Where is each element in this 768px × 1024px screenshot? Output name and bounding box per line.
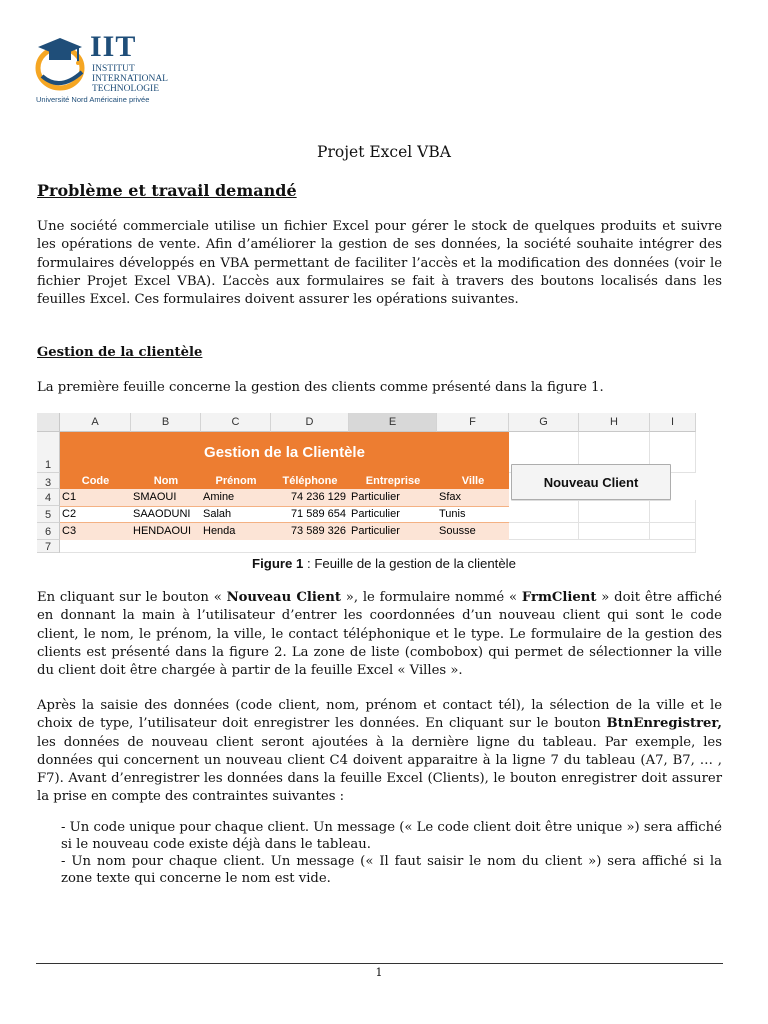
cell-code: C2 xyxy=(62,508,77,520)
saisie-paragraph xyxy=(37,697,722,807)
row-header-7: 7 xyxy=(37,540,60,553)
grid-cell xyxy=(650,500,696,523)
constraint-bullet-unique-code: - Un code unique pour chaque client. Un message (« Le code client doit être unique ») sera affiché si le nouveau code existe déjà dans le tableau. xyxy=(61,820,722,852)
logo-line-3: TECHNOLOGIE xyxy=(92,84,160,94)
figure-caption xyxy=(0,556,768,571)
row-header-4: 4 xyxy=(37,489,60,506)
column-header-a: A xyxy=(60,413,131,432)
intro-paragraph: Une société commerciale utilise un fichier Excel pour gérer le stock de quelques produits et suivre les opérations de vente. Afin d’améliorer la gestion de ses données, la société souhaite intégrer des formulaires développés en VBA permettant de faciliter l’accès et la modification des données (voir le fichier Projet Excel VBA). L’accès aux formulaires se fait à travers des boutons localisés dans les feuilles Excel. Ces formulaires doivent assurer les opérations suivantes. xyxy=(37,219,722,308)
cell-entreprise: Particulier xyxy=(351,525,400,537)
text-run: les données de nouveau client seront ajoutées à la dernière ligne du tableau. Par exemple, les données qui concernent un nouveau client C4 doivent apparaitre à la ligne 7 du tableau (A7, B7, … , F7). Avant d’enregistrer les données dans la feuille Excel (Clients), le bouton enregistrer doit assurer la prise en compte des contraintes suivantes : xyxy=(37,734,722,805)
table-header-nom: Nom xyxy=(131,473,201,489)
grid-cell xyxy=(650,523,696,540)
row-header-5: 5 xyxy=(37,506,60,523)
bold-term: FrmClient xyxy=(521,590,597,605)
cell-ville: Tunis xyxy=(439,508,466,520)
excel-sheet-figure xyxy=(37,413,696,553)
cell-telephone: 74 236 129 xyxy=(290,491,346,503)
logo-tagline: Université Nord Américaine privée xyxy=(36,95,150,104)
row-header-6: 6 xyxy=(37,523,60,540)
grid-cell xyxy=(509,523,579,540)
logo-line-2: INTERNATIONAL xyxy=(92,74,168,84)
table-header-ville: Ville xyxy=(437,473,509,489)
logo-name: IIT xyxy=(90,30,137,63)
grid-cell xyxy=(579,500,650,523)
cell-nom: SAAODUNI xyxy=(133,508,191,520)
table-header-code: Code xyxy=(60,473,131,489)
graduation-cap-globe-icon xyxy=(34,30,92,94)
text-run: En cliquant sur le bouton « xyxy=(37,590,227,605)
text-run: » doit être affiché en donnant la main à l’utilisateur d’entrer les coordonnées d’un nouveau client qui sont le code client, le nom, le prénom, la ville, le contact téléphonique et le type. Le formulaire de la gestion des clients est présenté dans la figure 2. La zone de liste (combobox) qui permet de sélectionner la ville du client doit être chargée à partir de la feuille Excel « Villes ». xyxy=(37,590,722,679)
table-header-telephone: Téléphone xyxy=(271,473,349,489)
figure-caption-text: : Feuille de la gestion de la clientèle xyxy=(303,556,516,571)
cell-ville: Sousse xyxy=(439,525,476,537)
document-title: Projet Excel VBA xyxy=(317,143,451,161)
constraint-bullet-name-required: - Un nom pour chaque client. Un message (« Il faut saisir le nom du client ») sera affiché si la zone texte qui concerne le nom est vide. xyxy=(61,854,722,886)
cell-nom: HENDAOUI xyxy=(133,525,192,537)
cell-code: C1 xyxy=(62,491,77,503)
cell-nom: SMAOUI xyxy=(133,491,177,503)
column-header-c: C xyxy=(201,413,271,432)
column-header-i: I xyxy=(650,413,696,432)
column-header-d: D xyxy=(271,413,349,432)
sub-heading: Gestion de la clientèle xyxy=(37,345,203,360)
row-header-1: 1 xyxy=(37,432,60,473)
cell-prenom: Henda xyxy=(203,525,236,537)
text-run: », le formulaire nommé « xyxy=(340,590,522,605)
bold-term: BtnEnregistrer, xyxy=(606,716,722,732)
sheet-title: Gestion de la Clientèle xyxy=(60,432,509,473)
column-header-g: G xyxy=(509,413,579,432)
logo-line-1: INSTITUT xyxy=(92,64,135,74)
cell-telephone: 71 589 654 xyxy=(290,508,346,520)
cell-entreprise: Particulier xyxy=(351,508,400,520)
cell-ville: Sfax xyxy=(439,491,462,503)
bold-term: Nouveau Client xyxy=(226,590,341,605)
cell-prenom: Salah xyxy=(203,508,232,520)
row-header-3: 3 xyxy=(37,473,60,489)
text-run: Après la saisie des données (code client, nom, prénom et contact tél), la sélection de la ville et le choix de type, l’utilisateur doit enregistrer les données. En cliquant sur le bouton xyxy=(37,698,722,732)
figure-caption-label: Figure 1 xyxy=(252,556,304,571)
nouveau-client-paragraph xyxy=(37,589,722,680)
sheet-corner xyxy=(37,413,60,432)
table-header-entreprise: Entreprise xyxy=(349,473,437,489)
grid-cell xyxy=(579,523,650,540)
column-header-e: E xyxy=(349,413,437,432)
page-number: 1 xyxy=(375,966,383,979)
nouveau-client-button[interactable]: Nouveau Client xyxy=(511,464,671,500)
section-heading: Problème et travail demandé xyxy=(37,181,297,200)
iit-logo xyxy=(34,28,168,108)
column-header-h: H xyxy=(579,413,650,432)
table-header-prenom: Prénom xyxy=(201,473,271,489)
column-header-f: F xyxy=(437,413,509,432)
figure-intro-paragraph: La première feuille concerne la gestion des clients comme présenté dans la figure 1. xyxy=(37,380,604,395)
grid-cell xyxy=(509,500,579,523)
cell-telephone: 73 589 326 xyxy=(290,525,346,537)
cell-prenom: Amine xyxy=(203,491,235,503)
grid-row-7 xyxy=(60,540,696,553)
cell-entreprise: Particulier xyxy=(351,491,400,503)
footer-divider xyxy=(36,963,723,964)
cell-code: C3 xyxy=(62,525,77,537)
column-header-b: B xyxy=(131,413,201,432)
